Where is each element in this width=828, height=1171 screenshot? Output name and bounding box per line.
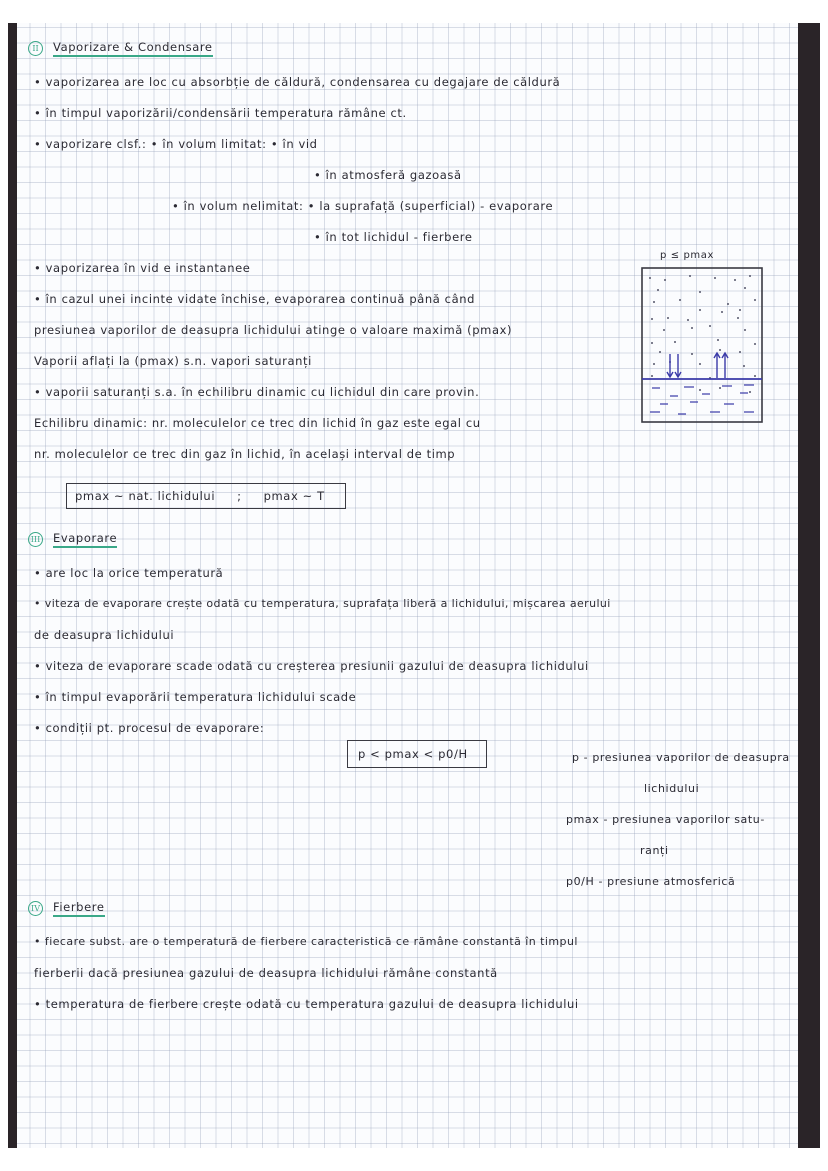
section-title: Vaporizare & Condensare	[53, 40, 213, 57]
note-line: • în timpul vaporizării/condensării temperatura rămâne ct.	[34, 106, 407, 120]
note-line: presiunea vaporilor de deasupra lichidului atinge o valoare maximă (pmax)	[34, 323, 513, 337]
note-line: • condiții pt. procesul de evaporare:	[34, 721, 265, 735]
note-line: • vaporizarea are loc cu absorbție de căldură, condensarea cu degajare de căldură	[34, 75, 561, 89]
note-line: • viteza de evaporare crește odată cu temperatura, suprafața liberă a lichidului, mișcarea aerului	[34, 597, 611, 610]
note-line: • în tot lichidul - fierbere	[314, 230, 473, 244]
note-line: • în cazul unei incinte vidate închise, evaporarea continuă până când	[34, 292, 476, 306]
note-line: • temperatura de fierbere crește odată cu temperatura gazului de deasupra lichidului	[34, 997, 579, 1011]
container-svg	[640, 266, 764, 446]
roman-numeral-badge: II	[28, 41, 43, 56]
note-line: • vaporii saturanți s.a. în echilibru dinamic cu lichidul din care provin.	[34, 385, 480, 399]
right-binding-edge	[798, 23, 820, 1148]
note-line: nr. moleculelor ce trec din gaz în lichid, în același interval de timp	[34, 447, 456, 461]
legend-line: p - presiunea vaporilor de deasupra	[572, 751, 790, 764]
diagram-label: p ≤ pmax	[660, 250, 715, 261]
legend-line: pmax - presiunea vaporilor satu-	[566, 813, 765, 826]
formula-left: pmax ~ nat. lichidului	[75, 489, 216, 503]
section-title: Fierbere	[53, 900, 105, 917]
roman-numeral-badge: III	[28, 532, 43, 547]
note-line: Echilibru dinamic: nr. moleculelor ce trec din lichid în gaz este egal cu	[34, 416, 481, 430]
pmax-formula-box	[66, 483, 346, 509]
note-line: • în volum nelimitat: • la suprafață (superficial) - evaporare	[172, 199, 554, 213]
note-line: • viteza de evaporare scade odată cu creșterea presiunii gazului de deasupra lichidului	[34, 659, 589, 673]
section-title: Evaporare	[53, 531, 117, 548]
formula-right: pmax ~ T	[263, 489, 325, 503]
note-line: • în timpul evaporării temperatura lichidului scade	[34, 690, 357, 704]
left-binding-edge	[8, 23, 17, 1148]
evaporation-condition-box: p < pmax < p0/H	[347, 740, 487, 768]
note-line: • fiecare subst. are o temperatură de fierbere caracteristică ce rămâne constantă în timpul	[34, 935, 578, 948]
section-header-vaporizare	[28, 40, 213, 57]
note-line: • are loc la orice temperatură	[34, 566, 224, 580]
formula-separator: ;	[237, 489, 242, 503]
section-header-evaporare	[28, 531, 117, 548]
note-line: • vaporizare clsf.: • în volum limitat: • în vid	[34, 137, 318, 151]
note-line: de deasupra lichidului	[34, 628, 175, 642]
note-line: Vaporii aflați la (pmax) s.n. vapori saturanți	[34, 354, 312, 368]
note-line: fierberii dacă presiunea gazului de deasupra lichidului rămâne constantă	[34, 966, 498, 980]
roman-numeral-badge: IV	[28, 901, 43, 916]
legend-line: p0/H - presiune atmosferică	[566, 875, 736, 888]
legend-line: ranți	[640, 844, 669, 857]
section-header-fierbere	[28, 900, 105, 917]
note-line: • vaporizarea în vid e instantanee	[34, 261, 251, 275]
legend-line: lichidului	[644, 782, 700, 795]
note-line: • în atmosferă gazoasă	[314, 168, 462, 182]
